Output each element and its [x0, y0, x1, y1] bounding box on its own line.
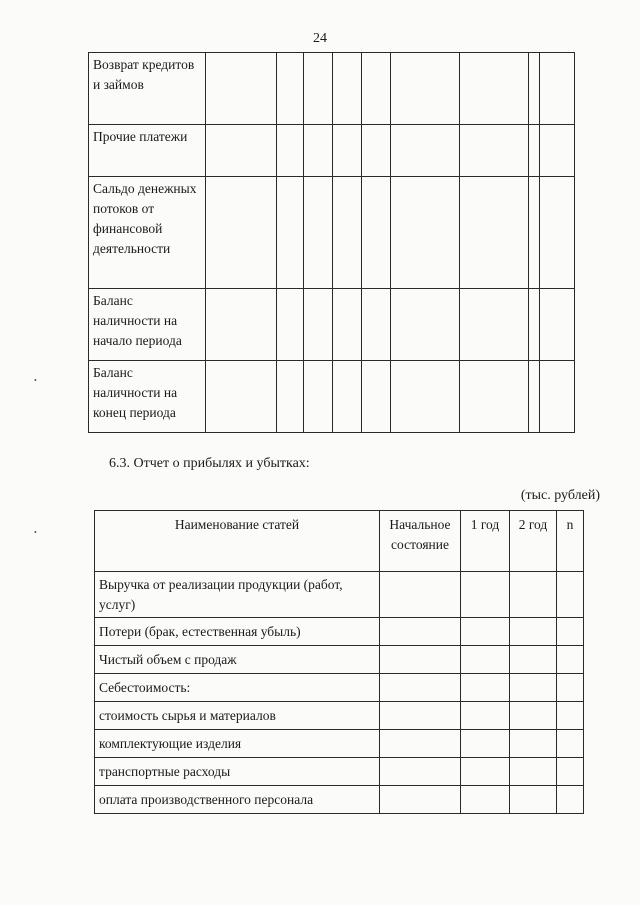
- page-number: 24: [313, 31, 327, 46]
- row-name: Потери (брак, естественная убыль): [95, 618, 380, 646]
- column-header-name: Наименование статей: [95, 511, 380, 572]
- table-row: [95, 674, 584, 702]
- table-row: [95, 730, 584, 758]
- column-header-year1: 1 год: [461, 511, 510, 572]
- row-name: стоимость сырья и материалов: [95, 702, 380, 730]
- table-row: [95, 646, 584, 674]
- table-row: [89, 53, 575, 125]
- column-header-initial: Начальное состояние: [380, 511, 461, 572]
- row-name: оплата производственного персонала: [95, 786, 380, 814]
- table-row: [89, 125, 575, 177]
- row-name: Чистый объем с продаж: [95, 646, 380, 674]
- scan-speck: •: [34, 528, 37, 537]
- row-label: Сальдо денежных потоков от финансовой деятельности: [89, 177, 206, 289]
- table-row: [95, 702, 584, 730]
- table-row: [95, 572, 584, 618]
- units-label: (тыс. рублей): [520, 488, 600, 503]
- row-label: Прочие платежи: [89, 125, 206, 177]
- row-name: комплектующие изделия: [95, 730, 380, 758]
- row-label: Возврат кредитов и займов: [89, 53, 206, 125]
- row-name: Себестоимость:: [95, 674, 380, 702]
- column-header-n: n: [557, 511, 584, 572]
- row-name: транспортные расходы: [95, 758, 380, 786]
- row-name: Выручка от реализации продукции (работ, услуг): [95, 572, 380, 618]
- section-title: 6.3. Отчет о прибылях и убытках:: [109, 456, 310, 471]
- scan-speck: •: [34, 376, 37, 385]
- table-row: [89, 289, 575, 361]
- table-row: [89, 361, 575, 433]
- table-header-row: [95, 511, 584, 572]
- table-row: [95, 758, 584, 786]
- cash-flow-table: [88, 52, 575, 433]
- profit-loss-table: [94, 510, 584, 814]
- row-label: Баланс наличности на конец периода: [89, 361, 206, 433]
- table-row: [95, 618, 584, 646]
- row-label: Баланс наличности на начало периода: [89, 289, 206, 361]
- table-row: [89, 177, 575, 289]
- table-row: [95, 786, 584, 814]
- column-header-year2: 2 год: [510, 511, 557, 572]
